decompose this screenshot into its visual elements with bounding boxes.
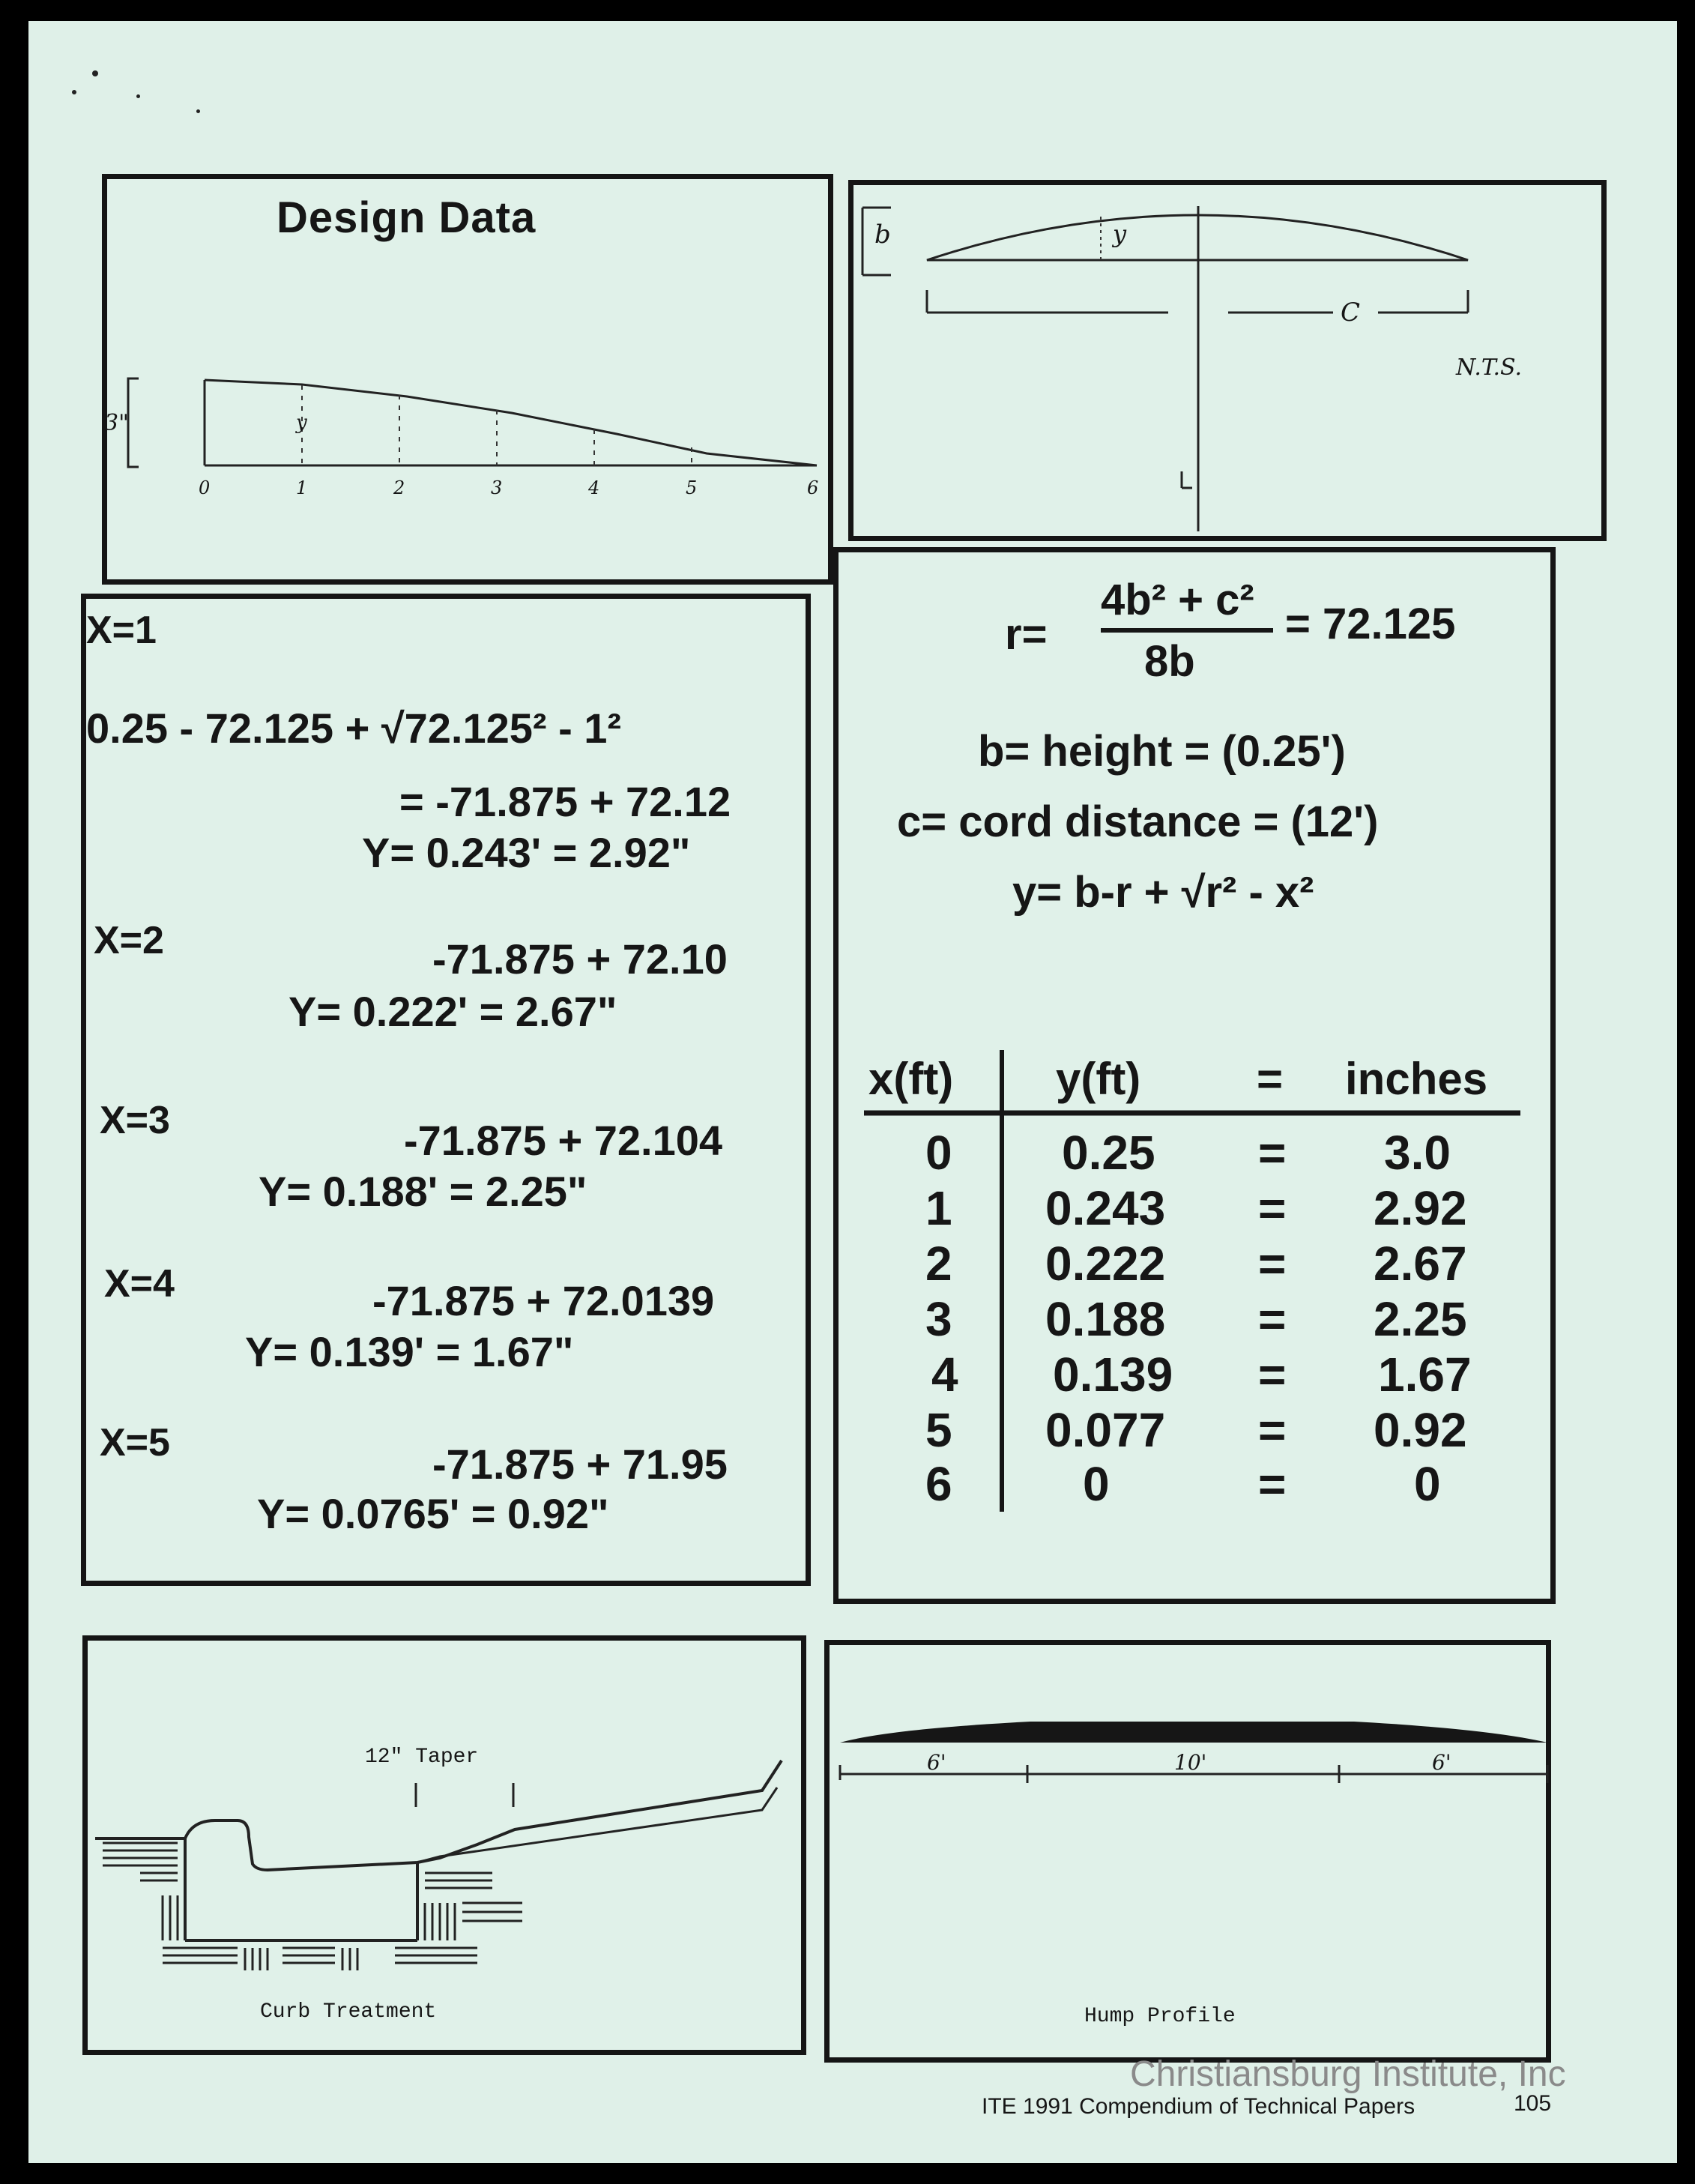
x5-label: X=5 xyxy=(100,1421,170,1464)
x1-line2: = -71.875 + 72.12 xyxy=(399,778,731,825)
speck xyxy=(196,109,200,113)
taper-label: 12" Taper xyxy=(365,1746,479,1769)
cell-inches: 2.67 xyxy=(1374,1237,1467,1291)
cell-eq: = xyxy=(1258,1237,1287,1291)
watermark: Christiansburg Institute, Inc xyxy=(1130,2054,1566,2094)
table-header-inches: inches xyxy=(1345,1054,1488,1104)
taper-profile-sketch xyxy=(107,179,839,590)
cell-y: 0.222 xyxy=(1045,1237,1166,1291)
x4-line2: Y= 0.139' = 1.67" xyxy=(245,1328,574,1375)
cell-inches: 2.25 xyxy=(1374,1292,1467,1346)
tick-label: 4 xyxy=(588,477,600,498)
tick-label: 0 xyxy=(199,477,211,498)
cell-eq: = xyxy=(1258,1292,1287,1346)
dim-label: 6' xyxy=(1432,1750,1451,1775)
x3-line2: Y= 0.188' = 2.25" xyxy=(259,1168,587,1215)
publication-footer: ITE 1991 Compendium of Technical Papers xyxy=(982,2094,1415,2119)
curb-caption: Curb Treatment xyxy=(260,2000,437,2024)
height-label: 3" xyxy=(104,410,129,436)
cell-x: 0 xyxy=(925,1126,952,1180)
document-page xyxy=(28,21,1677,2163)
cell-eq: = xyxy=(1258,1457,1287,1511)
cell-x: 5 xyxy=(925,1403,952,1457)
r-denominator: 8b xyxy=(1144,637,1195,686)
curb-treatment-box xyxy=(82,1635,806,2055)
page-number: 105 xyxy=(1514,2091,1552,2116)
cell-x: 2 xyxy=(925,1237,952,1291)
cell-y: 0 xyxy=(1083,1457,1110,1511)
x4-label: X=4 xyxy=(104,1262,175,1306)
calculation-box xyxy=(81,594,811,1586)
x1-line3: Y= 0.243' = 2.92" xyxy=(362,829,691,876)
y-definition: y= b-r + √r² - x² xyxy=(1012,868,1314,917)
design-data-box xyxy=(102,174,833,585)
cell-inches: 0 xyxy=(1414,1457,1441,1511)
table-header-eq: = xyxy=(1257,1054,1284,1104)
cell-inches: 3.0 xyxy=(1384,1126,1451,1180)
cell-inches: 2.92 xyxy=(1374,1181,1467,1235)
c-definition: c= cord distance = (12') xyxy=(897,797,1379,846)
cell-x: 6 xyxy=(925,1457,952,1511)
tick-label: 5 xyxy=(686,477,698,498)
r-result: = 72.125 xyxy=(1285,600,1456,648)
x2-line1: -71.875 + 72.10 xyxy=(432,935,728,983)
cell-eq: = xyxy=(1258,1403,1287,1457)
cell-eq: = xyxy=(1258,1126,1287,1180)
cell-inches: 1.67 xyxy=(1378,1348,1472,1402)
c-label: C xyxy=(1341,298,1361,328)
cell-y: 0.25 xyxy=(1062,1126,1155,1180)
y-label: y xyxy=(296,411,307,434)
formula-table-box xyxy=(833,547,1556,1604)
nts-label: N.T.S. xyxy=(1456,355,1523,381)
curb-section-sketch xyxy=(88,1641,812,2060)
x4-line1: -71.875 + 72.0139 xyxy=(372,1277,715,1324)
cell-eq: = xyxy=(1258,1181,1287,1235)
x2-line2: Y= 0.222' = 2.67" xyxy=(288,988,617,1035)
tick-label: 6 xyxy=(807,477,819,498)
tick-label: 1 xyxy=(296,477,308,498)
x3-line1: -71.875 + 72.104 xyxy=(404,1117,723,1164)
cell-x: 4 xyxy=(931,1348,958,1402)
x1-line1: 0.25 - 72.125 + √72.125² - 1² xyxy=(86,705,622,752)
hump-caption: Hump Profile xyxy=(1084,2005,1236,2028)
x2-label: X=2 xyxy=(94,919,164,962)
y-label: y xyxy=(1113,220,1127,248)
table-header-x: x(ft) xyxy=(868,1054,954,1104)
cell-y: 0.139 xyxy=(1053,1348,1173,1402)
cell-y: 0.077 xyxy=(1045,1403,1166,1457)
x3-label: X=3 xyxy=(100,1099,170,1142)
speck xyxy=(136,94,140,98)
table-header-y: y(ft) xyxy=(1056,1054,1141,1104)
x5-line2: Y= 0.0765' = 0.92" xyxy=(257,1490,609,1537)
speck xyxy=(92,70,98,76)
cell-y: 0.243 xyxy=(1045,1181,1166,1235)
tick-label: 2 xyxy=(393,477,405,498)
b-label: b xyxy=(874,220,891,250)
arc-sketch-box xyxy=(848,180,1607,541)
r-prefix: r= xyxy=(1005,610,1048,659)
x5-line1: -71.875 + 71.95 xyxy=(432,1441,728,1488)
speck xyxy=(72,90,76,94)
tick-label: 3 xyxy=(491,477,503,498)
design-data-title: Design Data xyxy=(277,193,537,242)
x1-label: X=1 xyxy=(86,609,157,652)
cell-eq: = xyxy=(1258,1348,1287,1402)
cell-inches: 0.92 xyxy=(1374,1403,1467,1457)
r-numerator: 4b² + c² xyxy=(1101,576,1254,624)
b-definition: b= height = (0.25') xyxy=(978,727,1346,776)
cell-y: 0.188 xyxy=(1045,1292,1166,1346)
cell-x: 3 xyxy=(925,1292,952,1346)
cell-x: 1 xyxy=(925,1181,952,1235)
hump-profile-box xyxy=(824,1640,1551,2063)
dim-label: 6' xyxy=(927,1750,946,1775)
dim-label: 10' xyxy=(1174,1750,1207,1775)
